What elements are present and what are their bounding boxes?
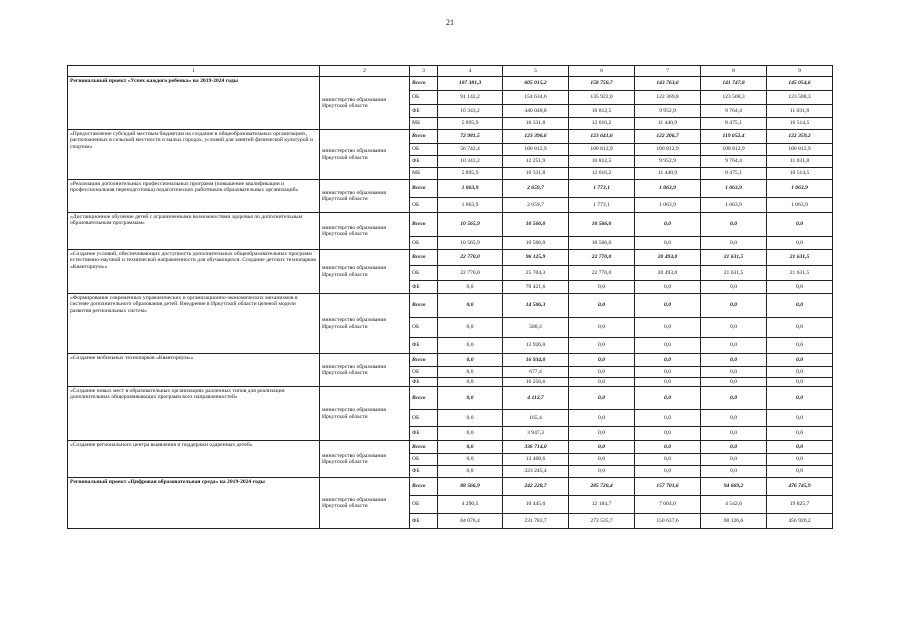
amount-cell: 141 747,8 <box>701 77 767 91</box>
header-row <box>68 66 833 77</box>
funding-source: Всего <box>410 441 438 454</box>
table-row <box>68 213 833 237</box>
amount-cell: 0,0 <box>635 367 701 378</box>
amount-cell: 580,3 <box>503 318 569 338</box>
amount-cell: 10 566,0 <box>569 213 635 237</box>
amount-cell: 122 359,2 <box>767 130 833 144</box>
amount-cell: 1 063,9 <box>701 180 767 198</box>
amount-cell: 10 514,5 <box>767 118 833 130</box>
amount-cell: 4 542,6 <box>701 496 767 514</box>
activity-name: «Дистанционное обучение детей с ограниченными возможностями здоровья по дополнительным образовательным программам» <box>68 213 320 250</box>
amount-cell: 0,0 <box>635 318 701 338</box>
amount-cell: 0,0 <box>701 387 767 410</box>
funding-source: Всего <box>410 250 438 266</box>
amount-cell: 10 566,0 <box>503 237 569 250</box>
amount-cell: 0,0 <box>767 294 833 318</box>
amount-cell: 0,0 <box>635 387 701 410</box>
amount-cell: 0,0 <box>701 454 767 466</box>
amount-cell: 10 566,0 <box>569 237 635 250</box>
amount-cell: 0,0 <box>438 294 503 318</box>
activity-name: «Создание регионального центра выявления и поддержки одаренных детей» <box>68 441 320 478</box>
amount-cell: 100 812,9 <box>635 144 701 156</box>
funding-source: ОБ <box>410 144 438 156</box>
amount-cell: 14 506,3 <box>503 294 569 318</box>
table-row <box>68 77 833 91</box>
funding-source: Всего <box>410 213 438 237</box>
activity-name: Региональный проект «Цифровая образовательная среда» на 2019-2024 годы <box>68 478 320 529</box>
amount-cell: 336 714,0 <box>503 441 569 454</box>
responsible-executor: министерство образования Иркутской области <box>320 441 410 478</box>
table-row <box>68 441 833 454</box>
amount-cell: 1 063,9 <box>767 180 833 198</box>
amount-cell: 0,0 <box>635 281 701 294</box>
amount-cell: 0,0 <box>767 466 833 478</box>
amount-cell: 0,0 <box>701 281 767 294</box>
amount-cell: 231 783,7 <box>503 514 569 529</box>
amount-cell: 25 704,3 <box>503 266 569 281</box>
funding-source: Всего <box>410 294 438 318</box>
amount-cell: 94 669,2 <box>701 478 767 496</box>
amount-cell: 1 773,1 <box>569 180 635 198</box>
amount-cell: 11 440,9 <box>635 168 701 180</box>
header-cell: 1 <box>68 66 320 77</box>
responsible-executor: министерство образования Иркутской области <box>320 250 410 294</box>
amount-cell: 0,0 <box>701 441 767 454</box>
amount-cell: 10 343,2 <box>438 105 503 118</box>
amount-cell: 10 565,9 <box>438 213 503 237</box>
amount-cell: 123 641,6 <box>569 130 635 144</box>
responsible-executor: министерство образования Иркутской области <box>320 77 410 130</box>
amount-cell: 0,0 <box>635 213 701 237</box>
amount-cell: 1 063,9 <box>635 198 701 213</box>
amount-cell: 100 812,9 <box>767 144 833 156</box>
amount-cell: 0,0 <box>701 213 767 237</box>
amount-cell: 100 812,9 <box>503 144 569 156</box>
header-cell: 2 <box>320 66 410 77</box>
table-body <box>68 66 833 529</box>
amount-cell: 145 054,6 <box>767 77 833 91</box>
amount-cell: 0,0 <box>701 294 767 318</box>
amount-cell: 0,0 <box>701 354 767 367</box>
amount-cell: 158 750,7 <box>569 77 635 91</box>
amount-cell: 122 369,8 <box>635 91 701 105</box>
amount-cell: 12 251,9 <box>503 156 569 168</box>
amount-cell: 8 475,1 <box>701 168 767 180</box>
amount-cell: 10 812,5 <box>569 156 635 168</box>
amount-cell: 21 631,5 <box>701 250 767 266</box>
amount-cell: 0,0 <box>767 441 833 454</box>
funding-source: Всего <box>410 478 438 496</box>
amount-cell: 0,0 <box>767 354 833 367</box>
amount-cell: 13 468,6 <box>503 454 569 466</box>
amount-cell: 1 063,9 <box>767 198 833 213</box>
amount-cell: 10 331,8 <box>503 168 569 180</box>
amount-cell: 0,0 <box>569 367 635 378</box>
amount-cell: 135 922,0 <box>569 91 635 105</box>
amount-cell: 100 812,9 <box>701 144 767 156</box>
amount-cell: 154 634,6 <box>503 91 569 105</box>
table-row <box>68 387 833 410</box>
amount-cell: 123 396,6 <box>503 130 569 144</box>
table-row <box>68 130 833 144</box>
amount-cell: 0,0 <box>569 281 635 294</box>
amount-cell: 10 331,8 <box>503 118 569 130</box>
amount-cell: 0,0 <box>767 387 833 410</box>
amount-cell: 10 566,0 <box>503 213 569 237</box>
amount-cell: 0,0 <box>701 318 767 338</box>
amount-cell: 5 895,9 <box>438 168 503 180</box>
amount-cell: 0,0 <box>438 318 503 338</box>
amount-cell: 0,0 <box>438 281 503 294</box>
amount-cell: 242 228,7 <box>503 478 569 496</box>
amount-cell: 143 763,6 <box>635 77 701 91</box>
amount-cell: 0,0 <box>635 378 701 387</box>
funding-source: ОБ <box>410 318 438 338</box>
amount-cell: 16 934,0 <box>503 354 569 367</box>
funding-source: Всего <box>410 130 438 144</box>
amount-cell: 0,0 <box>569 466 635 478</box>
amount-cell: 21 631,5 <box>701 266 767 281</box>
funding-source: ФБ <box>410 338 438 354</box>
funding-source: ОБ <box>410 367 438 378</box>
amount-cell: 476 745,9 <box>767 478 833 496</box>
funding-source: ОБ <box>410 198 438 213</box>
amount-cell: 10 343,2 <box>438 156 503 168</box>
amount-cell: 0,0 <box>635 237 701 250</box>
amount-cell: 677,4 <box>503 367 569 378</box>
amount-cell: 0,0 <box>635 441 701 454</box>
amount-cell: 1 063,9 <box>438 198 503 213</box>
amount-cell: 150 637,6 <box>635 514 701 529</box>
amount-cell: 123 508,3 <box>701 91 767 105</box>
amount-cell: 0,0 <box>569 427 635 441</box>
header-cell: 6 <box>569 66 635 77</box>
amount-cell: 72 981,5 <box>438 130 503 144</box>
amount-cell: 21 631,5 <box>767 266 833 281</box>
amount-cell: 12 184,7 <box>569 496 635 514</box>
amount-cell: 0,0 <box>767 454 833 466</box>
amount-cell: 119 052,4 <box>701 130 767 144</box>
amount-cell: 0,0 <box>569 318 635 338</box>
amount-cell: 20 493,0 <box>635 266 701 281</box>
amount-cell: 0,0 <box>767 410 833 427</box>
amount-cell: 1 063,9 <box>438 180 503 198</box>
amount-cell: 0,0 <box>438 454 503 466</box>
amount-cell: 323 245,4 <box>503 466 569 478</box>
amount-cell: 2 659,7 <box>503 198 569 213</box>
amount-cell: 157 701,6 <box>635 478 701 496</box>
responsible-executor: министерство образования Иркутской области <box>320 478 410 529</box>
amount-cell: 0,0 <box>635 410 701 427</box>
table-row <box>68 478 833 496</box>
responsible-executor: министерство образования Иркутской области <box>320 130 410 180</box>
amount-cell: 0,0 <box>635 354 701 367</box>
amount-cell: 20 493,0 <box>635 250 701 266</box>
amount-cell: 4 290,5 <box>438 496 503 514</box>
table-row <box>68 250 833 266</box>
amount-cell: 19 825,7 <box>767 496 833 514</box>
amount-cell: 1 773,1 <box>569 198 635 213</box>
amount-cell: 56 742,4 <box>438 144 503 156</box>
page-number: 21 <box>446 18 454 27</box>
amount-cell: 90 126,6 <box>701 514 767 529</box>
activity-name: «Создание новых мест в образовательных организациях различных типов для реализации дополнительных общеразвивающих программ всех направленностей» <box>68 387 320 441</box>
amount-cell: 70 421,6 <box>503 281 569 294</box>
funding-source: Всего <box>410 77 438 91</box>
amount-cell: 285 720,4 <box>569 478 635 496</box>
amount-cell: 96 125,9 <box>503 250 569 266</box>
amount-cell: 0,0 <box>767 427 833 441</box>
amount-cell: 1 063,9 <box>635 180 701 198</box>
funding-source: Всего <box>410 354 438 367</box>
amount-cell: 0,0 <box>767 213 833 237</box>
amount-cell: 0,0 <box>635 294 701 318</box>
responsible-executor: министерство образования Иркутской области <box>320 294 410 354</box>
amount-cell: 0,0 <box>569 410 635 427</box>
amount-cell: 22 770,0 <box>569 250 635 266</box>
amount-cell: 0,0 <box>438 410 503 427</box>
amount-cell: 9 764,4 <box>701 156 767 168</box>
responsible-executor: министерство образования Иркутской области <box>320 180 410 213</box>
funding-source: ФБ <box>410 105 438 118</box>
amount-cell: 123 508,3 <box>767 91 833 105</box>
amount-cell: 0,0 <box>569 454 635 466</box>
amount-cell: 11 031,8 <box>767 105 833 118</box>
funding-source: ФБ <box>410 378 438 387</box>
amount-cell: 0,0 <box>569 441 635 454</box>
header-cell: 3 <box>410 66 438 77</box>
amount-cell: 0,0 <box>701 410 767 427</box>
amount-cell: 22 770,0 <box>569 266 635 281</box>
amount-cell: 7 064,0 <box>635 496 701 514</box>
amount-cell: 0,0 <box>438 441 503 454</box>
amount-cell: 12 016,2 <box>569 168 635 180</box>
table-row <box>68 180 833 198</box>
amount-cell: 16 256,6 <box>503 378 569 387</box>
amount-cell: 165,4 <box>503 410 569 427</box>
amount-cell: 11 440,9 <box>635 118 701 130</box>
amount-cell: 3 947,3 <box>503 427 569 441</box>
amount-cell: 84 076,4 <box>438 514 503 529</box>
activity-name: «Реализация дополнительных профессиональных программ (повышение квалификации и профессиональная переподготовка) педагогических работников образовательных организаций» <box>68 180 320 213</box>
amount-cell: 0,0 <box>635 427 701 441</box>
amount-cell: 0,0 <box>569 294 635 318</box>
amount-cell: 4 112,7 <box>503 387 569 410</box>
funding-source: ФБ <box>410 466 438 478</box>
amount-cell: 0,0 <box>438 367 503 378</box>
amount-cell: 0,0 <box>701 237 767 250</box>
table-row <box>68 354 833 367</box>
amount-cell: 273 535,7 <box>569 514 635 529</box>
responsible-executor: министерство образования Иркутской области <box>320 213 410 250</box>
amount-cell: 0,0 <box>701 466 767 478</box>
activity-name: «Создание условий, обеспечивающих доступность дополнительных общеобразовательных программ естественно-научной и технической направленности для обучающихся. Создание детских технопарков «Кванториум»» <box>68 250 320 294</box>
funding-source: ОБ <box>410 410 438 427</box>
amount-cell: 0,0 <box>635 466 701 478</box>
amount-cell: 5 895,9 <box>438 118 503 130</box>
funding-source: ФБ <box>410 514 438 529</box>
amount-cell: 10 514,5 <box>767 168 833 180</box>
amount-cell: 0,0 <box>569 378 635 387</box>
amount-cell: 0,0 <box>701 378 767 387</box>
amount-cell: 122 206,7 <box>635 130 701 144</box>
responsible-executor: министерство образования Иркутской области <box>320 354 410 387</box>
amount-cell: 0,0 <box>767 338 833 354</box>
amount-cell: 21 631,5 <box>767 250 833 266</box>
budget-table <box>67 65 833 529</box>
activity-name: «Формирование современных управленческих и организационно-экономических механизмов в системе дополнительного образования детей. Внедрение в Иркутской области целевой модели развития региональных систем» <box>68 294 320 354</box>
amount-cell: 2 659,7 <box>503 180 569 198</box>
funding-source: ФБ <box>410 281 438 294</box>
amount-cell: 9 952,9 <box>635 105 701 118</box>
amount-cell: 9 952,9 <box>635 156 701 168</box>
header-cell: 4 <box>438 66 503 77</box>
responsible-executor: министерство образования Иркутской области <box>320 387 410 441</box>
amount-cell: 88 566,9 <box>438 478 503 496</box>
funding-source: Всего <box>410 180 438 198</box>
amount-cell: 91 142,2 <box>438 91 503 105</box>
funding-source: ФБ <box>410 156 438 168</box>
amount-cell: 0,0 <box>635 454 701 466</box>
amount-cell: 100 812,9 <box>569 144 635 156</box>
amount-cell: 10 565,9 <box>438 237 503 250</box>
activity-name: Региональный проект «Успех каждого ребенка» на 2019-2024 годы <box>68 77 320 130</box>
amount-cell: 22 770,0 <box>438 266 503 281</box>
table-row <box>68 294 833 318</box>
amount-cell: 0,0 <box>701 338 767 354</box>
amount-cell: 0,0 <box>438 427 503 441</box>
header-cell: 9 <box>767 66 833 77</box>
amount-cell: 0,0 <box>635 338 701 354</box>
amount-cell: 0,0 <box>438 387 503 410</box>
activity-name: «Создание мобильных технопарков «Кванториум»» <box>68 354 320 387</box>
amount-cell: 0,0 <box>438 354 503 367</box>
amount-cell: 605 015,2 <box>503 77 569 91</box>
amount-cell: 107 381,3 <box>438 77 503 91</box>
activity-name: «Предоставление субсидий местным бюджетам на создание в общеобразовательных организациях, расположенных в сельской местности и малых городах, условий для занятий физической культурой и спортом» <box>68 130 320 180</box>
funding-source: ОБ <box>410 266 438 281</box>
amount-cell: 12 016,2 <box>569 118 635 130</box>
funding-source: ОБ <box>410 237 438 250</box>
amount-cell: 0,0 <box>701 427 767 441</box>
amount-cell: 456 920,2 <box>767 514 833 529</box>
amount-cell: 0,0 <box>767 237 833 250</box>
amount-cell: 440 048,8 <box>503 105 569 118</box>
amount-cell: 0,0 <box>767 281 833 294</box>
amount-cell: 9 764,4 <box>701 105 767 118</box>
amount-cell: 0,0 <box>569 338 635 354</box>
amount-cell: 0,0 <box>767 378 833 387</box>
amount-cell: 0,0 <box>569 354 635 367</box>
amount-cell: 0,0 <box>438 338 503 354</box>
amount-cell: 13 926,0 <box>503 338 569 354</box>
funding-source: Всего <box>410 387 438 410</box>
amount-cell: 22 770,0 <box>438 250 503 266</box>
funding-source: МБ <box>410 118 438 130</box>
amount-cell: 0,0 <box>767 318 833 338</box>
amount-cell: 0,0 <box>438 466 503 478</box>
amount-cell: 0,0 <box>701 367 767 378</box>
amount-cell: 1 063,9 <box>701 198 767 213</box>
funding-source: ОБ <box>410 496 438 514</box>
header-cell: 7 <box>635 66 701 77</box>
funding-source: ФБ <box>410 427 438 441</box>
funding-source: ОБ <box>410 454 438 466</box>
amount-cell: 0,0 <box>569 387 635 410</box>
amount-cell: 8 475,1 <box>701 118 767 130</box>
amount-cell: 10 445,0 <box>503 496 569 514</box>
funding-source: ОБ <box>410 91 438 105</box>
funding-source: МБ <box>410 168 438 180</box>
amount-cell: 10 812,5 <box>569 105 635 118</box>
header-cell: 8 <box>701 66 767 77</box>
header-cell: 5 <box>503 66 569 77</box>
amount-cell: 0,0 <box>438 378 503 387</box>
amount-cell: 0,0 <box>767 367 833 378</box>
amount-cell: 11 031,8 <box>767 156 833 168</box>
